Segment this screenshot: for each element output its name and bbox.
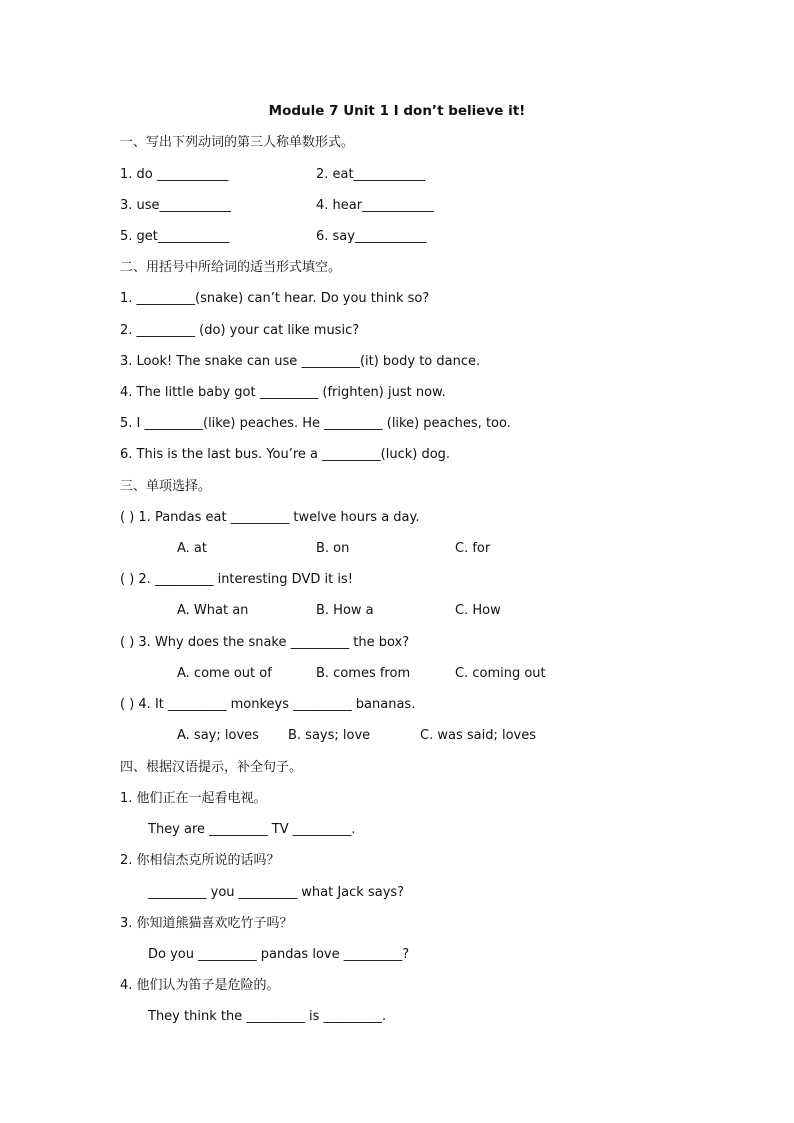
- question-1-option-b: B. on: [316, 541, 350, 556]
- section-2-item-4: 4. The little baby got _________ (frighten) just now.: [120, 385, 446, 400]
- section-1-item-2: 2. eat___________: [316, 167, 426, 182]
- section-4-item-1-en: They are _________ TV _________.: [148, 822, 356, 837]
- question-3-option-c: C. coming out: [455, 666, 546, 681]
- section-4-heading: 四、根据汉语提示，补全句子。: [120, 760, 303, 775]
- question-3-option-b: B. comes from: [316, 666, 411, 681]
- section-2-item-2: 2. _________ (do) your cat like music?: [120, 323, 360, 338]
- question-4-option-b: B. says; love: [288, 728, 371, 743]
- question-2-option-c: C. How: [455, 603, 501, 618]
- section-1-heading: 一、写出下列动词的第三人称单数形式。: [120, 135, 355, 150]
- section-4-item-4-en: They think the _________ is _________.: [148, 1009, 387, 1024]
- question-3-stem: ( ) 3. Why does the snake _________ the box?: [120, 635, 410, 650]
- section-4-item-2-en: _________ you _________ what Jack says?: [148, 885, 405, 900]
- section-1-item-1: 1. do ___________: [120, 167, 229, 182]
- section-1-item-6: 6. say___________: [316, 229, 427, 244]
- section-2-item-5: 5. I _________(like) peaches. He _________ (like) peaches, too.: [120, 416, 511, 431]
- section-4-item-3-en: Do you _________ pandas love _________?: [148, 947, 410, 962]
- section-4-item-4-cn: 4. 他们认为笛子是危险的。: [120, 978, 280, 993]
- question-2-option-b: B. How a: [316, 603, 374, 618]
- section-2-heading: 二、用括号中所给词的适当形式填空。: [120, 260, 342, 275]
- section-2-item-1: 1. _________(snake) can’t hear. Do you think so?: [120, 291, 430, 306]
- section-4-item-3-cn: 3. 你知道熊猫喜欢吃竹子吗？: [120, 916, 293, 931]
- question-1-option-a: A. at: [177, 541, 207, 556]
- section-1-item-3: 3. use___________: [120, 198, 232, 213]
- question-3-option-a: A. come out of: [177, 666, 272, 681]
- question-1-option-c: C. for: [455, 541, 491, 556]
- section-2-item-6: 6. This is the last bus. You’re a _________(luck) dog.: [120, 447, 451, 462]
- section-4-item-2-cn: 2. 你相信杰克所说的话吗？: [120, 853, 280, 868]
- question-4-option-a: A. say; loves: [177, 728, 259, 743]
- section-3-heading: 三、单项选择。: [120, 479, 212, 494]
- section-1-item-4: 4. hear___________: [316, 198, 434, 213]
- question-2-option-a: A. What an: [177, 603, 249, 618]
- section-1-item-5: 5. get___________: [120, 229, 230, 244]
- page-title: Module 7 Unit 1 I don’t believe it!: [268, 103, 526, 119]
- question-1-stem: ( ) 1. Pandas eat _________ twelve hours a day.: [120, 510, 420, 525]
- question-2-stem: ( ) 2. _________ interesting DVD it is!: [120, 572, 353, 587]
- section-2-item-3: 3. Look! The snake can use _________(it) body to dance.: [120, 354, 481, 369]
- question-4-stem: ( ) 4. It _________ monkeys _________ bananas.: [120, 697, 416, 712]
- section-4-item-1-cn: 1. 他们正在一起看电视。: [120, 791, 267, 806]
- question-4-option-c: C. was said; loves: [420, 728, 536, 743]
